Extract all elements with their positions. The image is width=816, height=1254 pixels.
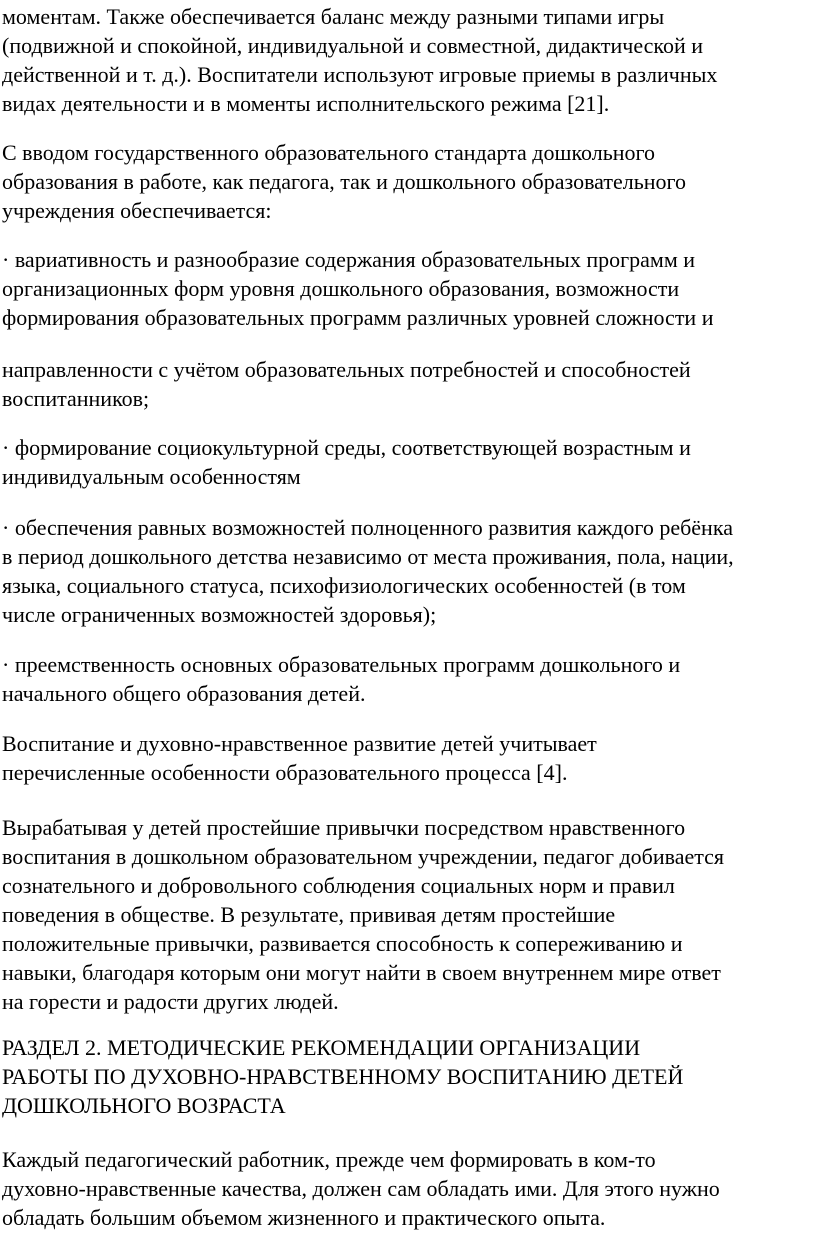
paragraph-habits: Вырабатывая у детей простейшие привычки посредством нравственного воспитания в дошкольном образовательном учреждении, педагог добивается сознательного и добровольного соблюдения социальных норм и правил поведения в обществе. В результате, прививая детям простейшие положительные привычки, развивается способность к сопереживанию и навыки, благодаря которым они могут найти в своем внутреннем мире ответ на горести и радости других людей. [2,815,725,1014]
list-item-equal-opportunities: · обеспечения равных возможностей полноценного развития каждого ребёнка в период дошкольного детства независимо от места проживания, пола, нации, языка, социального статуса, психофизиологических особенностей (в том числе ограниченных возможностей здоровья); [2,515,734,627]
list-item-continuity: · преемственность основных образовательных программ дошкольного и начального общего образования детей. [2,652,681,706]
paragraph-standard-intro: С вводом государственного образовательного стандарта дошкольного образования в работе, как педагога, так и дошкольного образовательного учреждения обеспечивается: [2,140,686,223]
paragraph-teacher-qualities: Каждый педагогический работник, прежде чем формировать в ком-то духовно-нравственные качества, должен сам обладать ими. Для этого нужно обладать большим объемом жизненного и практического опыта. [2,1147,720,1230]
paragraph-orientation: направленности с учётом образовательных потребностей и способностей воспитанников; [2,357,691,411]
paragraph-upbringing: Воспитание и духовно-нравственное развитие детей учитывает перечисленные особенности образовательного процесса [4]. [2,731,597,785]
section-heading: РАЗДЕЛ 2. МЕТОДИЧЕСКИЕ РЕКОМЕНДАЦИИ ОРГАНИЗАЦИИ РАБОТЫ ПО ДУХОВНО-НРАВСТВЕННОМУ ВОСПИТАНИЮ ДЕТЕЙ ДОШКОЛЬНОГО ВОЗРАСТА [2,1035,684,1118]
list-item-sociocultural: · формирование социокультурной среды, соответствующей возрастным и индивидуальным особенностям [2,435,691,489]
list-item-variability: · вариативность и разнообразие содержания образовательных программ и организационных форм уровня дошкольного образования, возможности формирования образовательных программ различных уровней сложности и [2,247,714,330]
paragraph-play-balance: моментам. Также обеспечивается баланс между разными типами игры (подвижной и спокойной, индивидуальной и совместной, дидактической и действенной и т. д.). Воспитатели используют игровые приемы в различных видах деятельности и в моменты исполнительского режима [21]. [2,4,718,116]
